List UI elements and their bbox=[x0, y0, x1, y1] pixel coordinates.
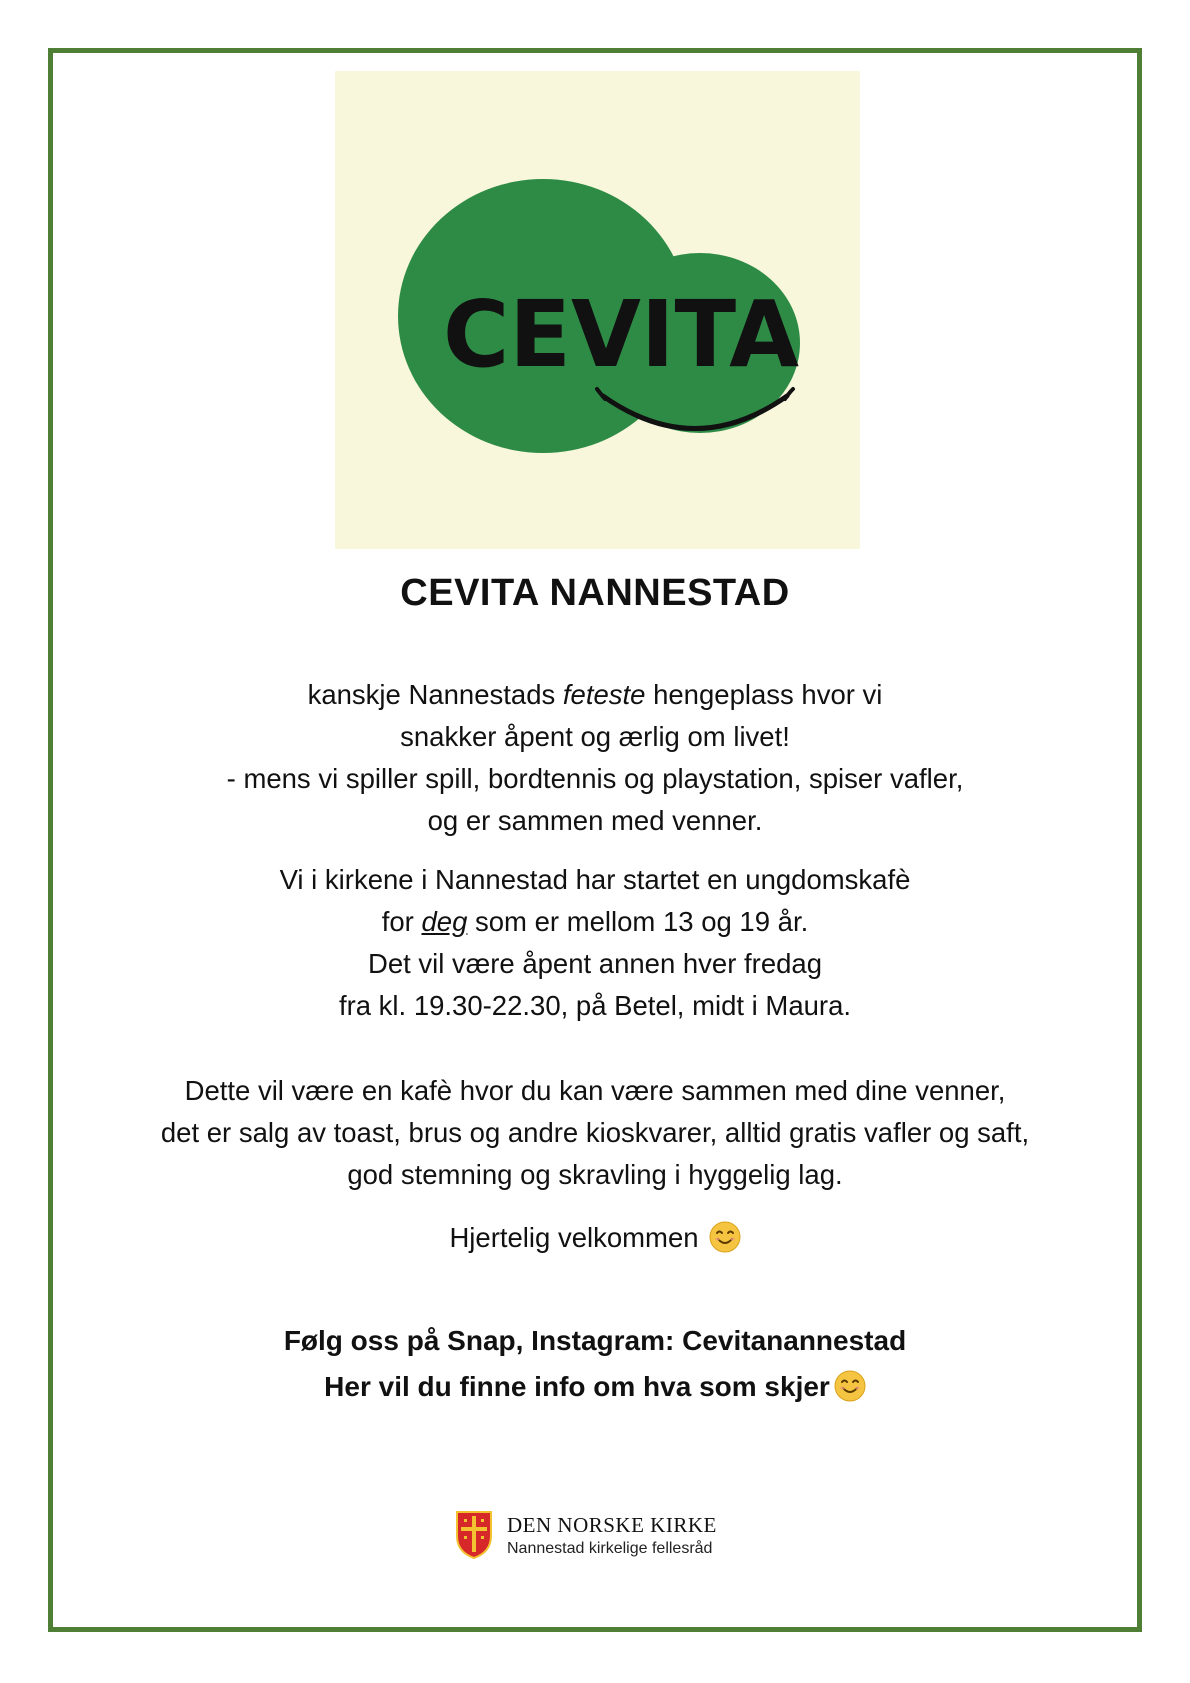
social-line-2: Her vil du finne info om hva som skjer bbox=[0, 1364, 1190, 1410]
social-paragraph bbox=[0, 1318, 1190, 1410]
cafe-line-3: god stemning og skravling i hyggelig lag. bbox=[347, 1159, 843, 1190]
details-line-2: for deg som er mellom 13 og 19 år. bbox=[381, 906, 809, 937]
intro-line-3: - mens vi spiller spill, bordtennis og playstation, spiser vafler, bbox=[226, 763, 964, 794]
intro-line-4: og er sammen med venner. bbox=[427, 805, 763, 836]
church-name: DEN NORSKE KIRKE bbox=[507, 1513, 717, 1537]
social-line-1: Følg oss på Snap, Instagram: Cevitanannestad bbox=[283, 1325, 907, 1356]
details-paragraph bbox=[0, 859, 1190, 1027]
cevita-logo bbox=[335, 71, 860, 549]
details-line-1: Vi i kirkene i Nannestad har startet en ungdomskafè bbox=[279, 864, 911, 895]
page-title: CEVITA NANNESTAD bbox=[400, 572, 790, 614]
church-council: Nannestad kirkelige fellesråd bbox=[507, 1540, 713, 1557]
cevita-logo-graphic bbox=[335, 71, 860, 549]
welcome-line bbox=[0, 1217, 1190, 1259]
intro-paragraph bbox=[0, 674, 1190, 842]
church-logo bbox=[455, 1510, 745, 1566]
details-line-4: fra kl. 19.30-22.30, på Betel, midt i Maura. bbox=[338, 990, 852, 1021]
smiley-icon bbox=[709, 1221, 741, 1253]
intro-line-1: kanskje Nannestads feteste hengeplass hvor vi bbox=[307, 679, 883, 710]
intro-line-2: snakker åpent og ærlig om livet! bbox=[400, 721, 790, 752]
welcome-text: Hjertelig velkommen bbox=[449, 1222, 699, 1253]
cafe-line-1: Dette vil være en kafè hvor du kan være sammen med dine venner, bbox=[184, 1075, 1006, 1106]
svg-text:CEVITA: CEVITA bbox=[443, 281, 799, 388]
details-line-3: Det vil være åpent annen hver fredag bbox=[367, 948, 823, 979]
church-shield-icon bbox=[455, 1510, 493, 1560]
cafe-paragraph bbox=[0, 1070, 1190, 1196]
smiley-icon bbox=[834, 1370, 866, 1402]
cafe-line-2: det er salg av toast, brus og andre kioskvarer, alltid gratis vafler og saft, bbox=[160, 1117, 1030, 1148]
